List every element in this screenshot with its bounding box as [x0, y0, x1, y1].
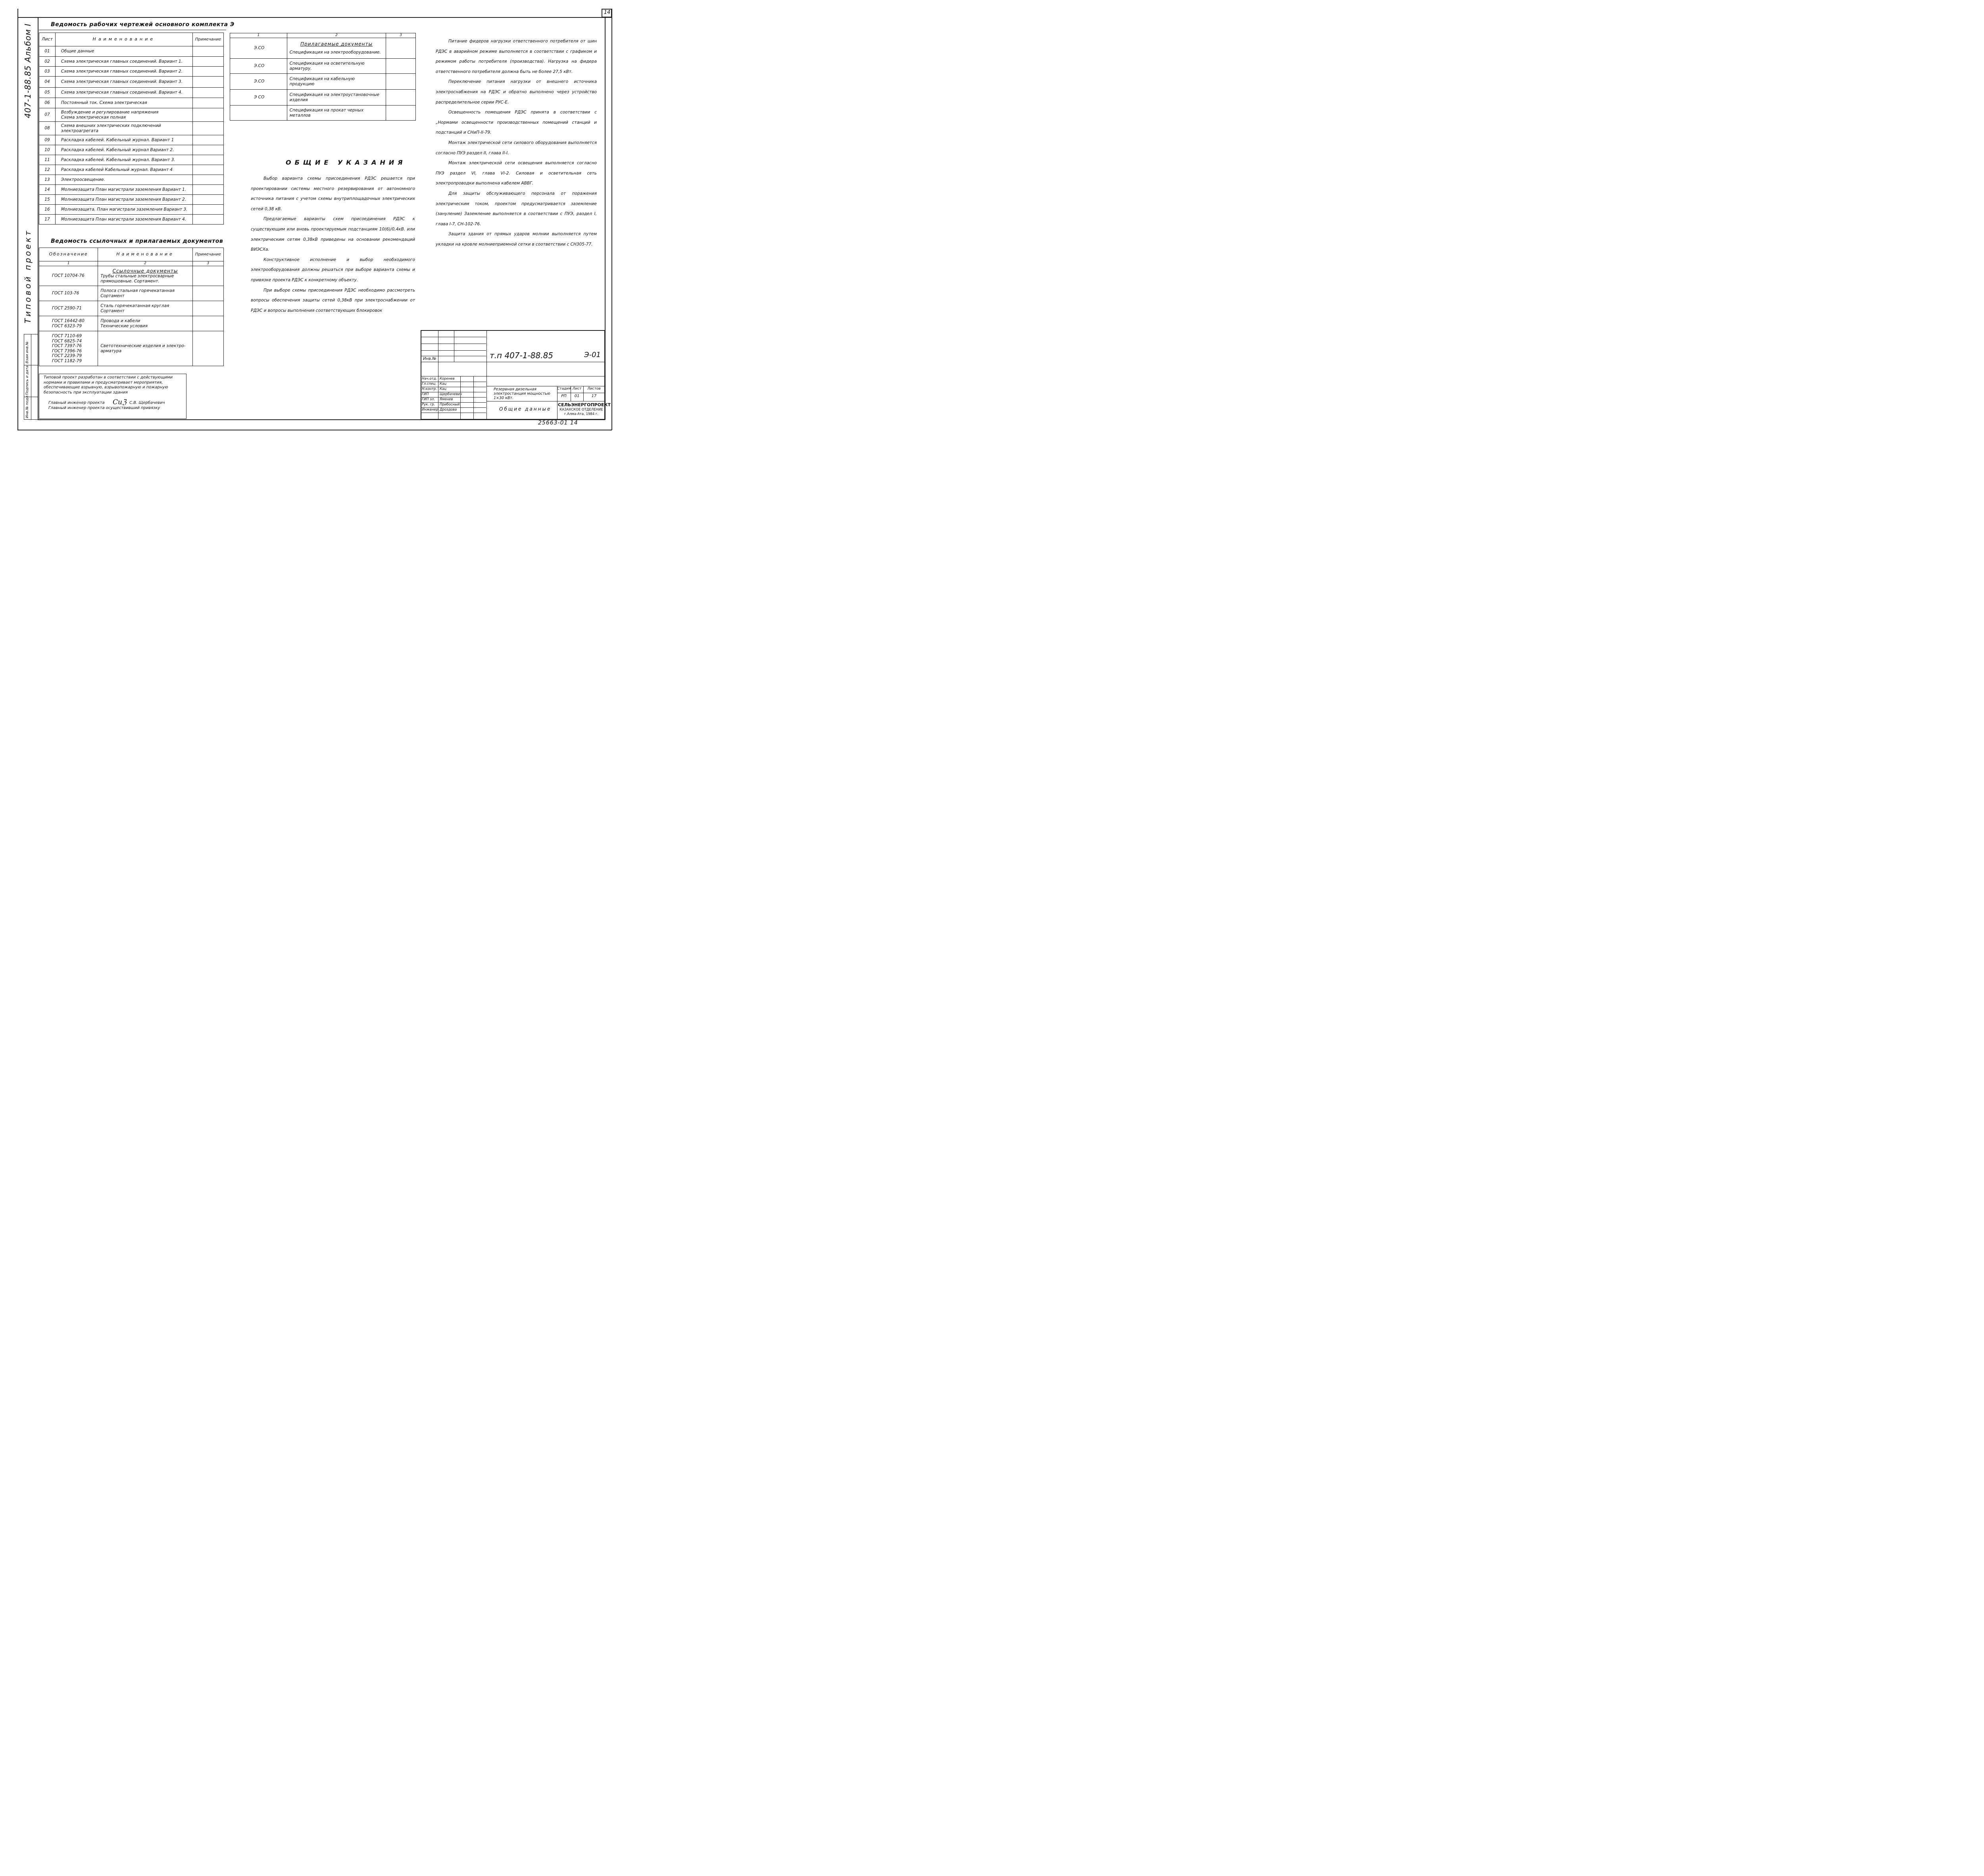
col-header: Обозначение — [39, 248, 98, 261]
section-heading: Прилагаемые документы — [300, 41, 373, 47]
role-label: Рук. гр. — [422, 403, 435, 407]
frame-left-line — [17, 9, 18, 430]
sheet-name: Схема внешних электрических подключений электроагрегата — [55, 122, 192, 135]
doc-code: ГОСТ 10704-76 — [39, 266, 98, 286]
sheet-name: Общие данные — [55, 46, 192, 57]
org-city-year: г.Алма-Ата, 1984 г. — [564, 412, 598, 416]
doc-note — [192, 301, 223, 316]
sheet-name: Возбуждение и регулирование напряжения Схема электрическая полная — [55, 108, 192, 122]
sheet-name: Молниезащита План магистрали заземления Вариант 1. — [55, 185, 192, 195]
role-name: Щербачевич — [440, 392, 462, 396]
doc-note — [192, 266, 223, 286]
sheet-name: Схема электрическая главных соединений. Вариант 3. — [55, 77, 192, 88]
table-row — [39, 57, 224, 67]
ref-docs-title: Ведомость ссылочных и прилагаемых документов — [51, 238, 223, 244]
sheet-number: 06 — [39, 98, 56, 108]
doc-code: ГОСТ 16442-80 ГОСТ 6323-79 — [39, 316, 98, 331]
grid-line — [421, 407, 486, 408]
table-row — [39, 145, 224, 155]
col-header: Примечание — [192, 33, 223, 46]
table-row — [39, 155, 224, 165]
stamp-cell-label: Подпись и дата — [25, 365, 29, 395]
doc-note — [386, 90, 416, 106]
sheet-number: 17 — [39, 215, 56, 225]
role-label: Инженер — [422, 408, 438, 412]
col-number: 3 — [192, 261, 223, 266]
table-row — [39, 122, 224, 135]
table-row — [39, 331, 224, 366]
sheet-number: 11 — [39, 155, 56, 165]
sheet-name: Раскладка кабелей Кабельный журнал. Вариант 4 — [55, 165, 192, 175]
note-paragraph: Монтаж электрической сети освещения выполняется согласно ПУЭ раздел VI, глава VI-2. Силовая и осветительная сеть электропроводки выполнена кабелем АВВГ. — [436, 161, 597, 186]
sheet-number: 07 — [39, 108, 56, 122]
col-header: Примечание — [192, 248, 223, 261]
table-row — [39, 175, 224, 185]
project-code: т.п 407-1-88.85 — [490, 351, 554, 360]
chief-engineer-name: С.В. Щербачевич — [129, 401, 165, 405]
col-number: 2 — [287, 33, 386, 38]
sheet-note — [192, 98, 223, 108]
doc-code: ГОСТ 7110-69 ГОСТ 6825-74 ГОСТ 7397-76 ГОСТ 7396-76 ГОСТ 2239-79 ГОСТ 1182-79 — [39, 331, 98, 366]
doc-code: Э.СО — [230, 59, 287, 74]
sheet-note — [192, 135, 223, 145]
doc-name-cell — [98, 316, 192, 331]
table-row — [39, 286, 224, 301]
sheet-name: Схема электрическая главных соединений. Вариант 4. — [55, 88, 192, 98]
table-row — [230, 59, 416, 74]
project-label: Типовой проект — [23, 229, 33, 323]
frame-right-line — [611, 9, 612, 430]
note-paragraph: Переключение питания нагрузки от внешнего источника электроснабжения на РДЭС и обратно выполнено через устройство распределительное серии РУС-Е. — [436, 79, 597, 105]
role-name: Яменев — [440, 397, 453, 401]
role-label: ГИП эл. — [422, 397, 435, 401]
sheet-number: 16 — [39, 205, 56, 215]
album-label: 407-1-88.85 Альбом I — [23, 23, 33, 118]
sheet-list-table — [39, 33, 224, 225]
general-notes-title: ОБЩИЕ УКАЗАНИЯ — [286, 159, 406, 166]
doc-name: Спецификация на электрооборудование. — [289, 50, 381, 55]
sheet-note — [192, 122, 223, 135]
sheet-title: Общие данные — [499, 406, 552, 412]
sheet-note — [192, 46, 223, 57]
doc-name: Светотехнические изделия и электро- арматура — [100, 344, 186, 353]
note-paragraph: Монтаж электрической сети силового оборудования выполняется согласно ПУЭ раздел II, глава II-I. — [436, 140, 597, 156]
col-number: 1 — [230, 33, 287, 38]
doc-code: Э СО — [230, 90, 287, 106]
table-row — [39, 88, 224, 98]
table-row — [39, 98, 224, 108]
doc-name-cell — [98, 286, 192, 301]
note-paragraph: Выбор варианта схемы присоединения РДЭС решается при проектировании системы местного резервирования от автономного источника питания с учетом схемы внутриплощадочных электрических сетей 0,38 кВ. — [251, 176, 415, 211]
sheet-name: Схема электрическая главных соединений. Вариант 1. — [55, 57, 192, 67]
role-label: Гл.спец. — [422, 382, 436, 386]
doc-note — [386, 106, 416, 121]
doc-name: Спецификация на электроустановочные изделия — [289, 92, 379, 102]
chief-engineer-label: Главный инженер проекта — [48, 401, 105, 405]
inv-label: Инв.№ — [423, 357, 436, 361]
grid-line — [460, 376, 461, 420]
sheet-note — [192, 77, 223, 88]
sheet-name: Раскладка кабелей. Кабельный журнал. Вариант 3. — [55, 155, 192, 165]
doc-code: Э.СО — [230, 74, 287, 90]
sheet-note — [192, 175, 223, 185]
doc-code — [230, 106, 287, 121]
table-row — [39, 77, 224, 88]
note-paragraph: Питание фидеров нагрузки ответственного потребителя от шин РДЭС в аварийном режиме выполняется в соответствии с графиком и режимом работы потребителя (производства). Нагрузка на фидера ответственного потребителя должна быть не более 27,5 кВт. — [436, 39, 597, 74]
sheet-note — [192, 155, 223, 165]
doc-note — [386, 74, 416, 90]
doc-name-cell — [98, 301, 192, 316]
sheet-number: 09 — [39, 135, 56, 145]
grid-line — [421, 350, 486, 351]
binding-engineer-label: Главный инженер проекта осуществивший привязку — [48, 406, 160, 410]
doc-name: Спецификация на прокат черных металлов — [289, 108, 364, 118]
doc-name-cell — [98, 331, 192, 366]
note-paragraph: Конструктивное исполнение и выбор необходимого электрооборудования должны решаться при выборе варианта схемы и привязке проекта РДЭС к конкретному объекту. — [251, 257, 415, 282]
org-name: СЕЛЬЭНЕРГОПРОЕКТ — [558, 402, 611, 407]
note-paragraph: Освещенность помещения РДЭС принята в соответствии с „Нормами освещенности производственных помещений станций и подстанций и СНиП-II-79. — [436, 110, 597, 135]
table-row — [39, 266, 224, 286]
stamp-cell-label: Взам инв.№ — [25, 341, 29, 363]
stage-value: РП — [561, 394, 567, 398]
note-paragraph: Защита здания от прямых ударов молнии выполняется путем укладки на кровле молниеприемной сетки в соответствии с СН305-77. — [436, 232, 597, 247]
sheet-number: 15 — [39, 195, 56, 205]
sheet-number: 12 — [39, 165, 56, 175]
archive-number: 25663-01 14 — [538, 420, 578, 426]
table-row — [39, 108, 224, 122]
doc-name-cell — [287, 106, 386, 121]
col-number: 1 — [39, 261, 98, 266]
attached-docs-table — [230, 33, 416, 121]
col-number: 3 — [386, 33, 416, 38]
drawing-sheet — [0, 0, 622, 442]
table-row — [39, 67, 224, 77]
sheet-name: Схема электрическая главных соединений. Вариант 2. — [55, 67, 192, 77]
doc-note — [192, 331, 223, 366]
role-name: Кац — [440, 382, 447, 386]
doc-code: ГОСТ 103-76 — [39, 286, 98, 301]
right-notes — [436, 36, 597, 250]
org-branch: КАЗАХСКОЕ ОТДЕЛЕНИЕ — [559, 408, 603, 412]
sheet-name: Молниезащита. План магистрали заземления Вариант 3. — [55, 205, 192, 215]
doc-note — [192, 286, 223, 301]
chief-engineer-signature: Сиℨ — [113, 398, 127, 406]
sheet-name: Молниезащита План магистрали заземления Вариант 2. — [55, 195, 192, 205]
role-label: Н.контр. — [422, 387, 437, 391]
role-label: Нач.отд. — [422, 377, 437, 381]
ref-docs-table — [39, 248, 224, 366]
table-row — [39, 46, 224, 57]
stage-header: Стадия — [557, 387, 571, 391]
grid-line — [557, 386, 558, 420]
table-row — [39, 195, 224, 205]
table-row — [230, 38, 416, 59]
role-label: ГИП — [422, 392, 429, 396]
role-name: Коренев — [440, 377, 455, 381]
sheet-note — [192, 67, 223, 77]
doc-note — [386, 38, 416, 59]
sheet-note — [192, 195, 223, 205]
table-row — [39, 215, 224, 225]
page-number: 14 — [604, 10, 611, 15]
doc-note — [192, 316, 223, 331]
sheet-number: 13 — [39, 175, 56, 185]
note-paragraph: При выборе схемы присоединения РДЭС необходимо рассмотреть вопросы обеспечения защиты сетей 0,38кВ при электроснабжении от РДЭС и вопросы выполнения соответствующих блокировок — [251, 288, 415, 313]
doc-name-cell — [98, 266, 192, 286]
table-row — [39, 301, 224, 316]
table-row — [39, 135, 224, 145]
sheet-number: 05 — [39, 88, 56, 98]
grid-line — [473, 376, 474, 420]
sheet-note — [192, 185, 223, 195]
sheet-list-title: Ведомость рабочих чертежей основного комплекта Э — [51, 21, 235, 28]
sheet-number: 01 — [39, 46, 56, 57]
sheet-name: Раскладка кабелей. Кабельный журнал Вариант 2. — [55, 145, 192, 155]
table-row — [230, 90, 416, 106]
section-heading: Ссылочные документы — [112, 268, 178, 274]
doc-name-cell — [287, 74, 386, 90]
sheet-number: 10 — [39, 145, 56, 155]
table-row — [39, 205, 224, 215]
sheet-number: 03 — [39, 67, 56, 77]
table-row — [39, 165, 224, 175]
sheet-note — [192, 165, 223, 175]
sheet-code: Э-01 — [584, 351, 601, 359]
role-name: Прибосный — [440, 403, 460, 407]
grid-line — [583, 386, 584, 401]
object-name: Резервная дизельная электростанция мощностью 1×30 кВт. — [494, 387, 550, 400]
sheet-name: Постоянный ток. Схема электрическая — [55, 98, 192, 108]
note-paragraph: Для защиты обслуживающего персонала от поражения электрическим током, проектом предусматривается заземление (зануление) Заземление выполняется в соответствии с ПУЭ, раздел I, глава I-7, СН-102-76. — [436, 191, 597, 227]
disclaimer-text: Типовой проект разработан в соответствии с действующими нормами и правилами и предусматривает мероприятия, обеспечивающие взрывную, взрывопожарную и пожарную безопасность при эксплуатации здания — [44, 375, 173, 395]
col-header: Наименование — [55, 33, 192, 46]
sheet-note — [192, 108, 223, 122]
doc-name: Трубы стальные электросварные прямошовные. Сортамент. — [100, 274, 174, 284]
table-row — [230, 106, 416, 121]
doc-note — [386, 59, 416, 74]
grid-line — [421, 402, 486, 403]
sheet-name: Раскладка кабелей. Кабельный журнал. Вариант 1 — [55, 135, 192, 145]
doc-name-cell — [287, 90, 386, 106]
doc-name: Сталь горячекатанная круглая Сортамент — [100, 303, 169, 313]
sheet-name: Молниезащита План магистрали заземления Вариант 4. — [55, 215, 192, 225]
doc-name-cell — [287, 59, 386, 74]
doc-name-cell — [287, 38, 386, 59]
table-row — [39, 316, 224, 331]
sheet-number: 04 — [39, 77, 56, 88]
stage-header: Лист — [572, 387, 582, 391]
sheet-note — [192, 205, 223, 215]
doc-name: Полоса стальная горячекатанная Сортамент — [100, 288, 175, 298]
sheet-number: 14 — [39, 185, 56, 195]
sheets-total-value: 17 — [591, 394, 597, 398]
sheet-note — [192, 88, 223, 98]
col-header: Лист — [39, 33, 56, 46]
doc-code: ГОСТ 2590-71 — [39, 301, 98, 316]
general-notes — [251, 174, 415, 316]
grid-line — [486, 330, 487, 420]
sheet-note — [192, 57, 223, 67]
table-row — [39, 185, 224, 195]
sheet-number: 02 — [39, 57, 56, 67]
stamp-cell-label: Инв.№ подл — [25, 396, 29, 418]
sheet-note — [192, 215, 223, 225]
note-paragraph: Предлагаемые варианты схем присоединения РДЭС к существующим или вновь проектируемым подстанциям 10(6)/0,4кВ. или электрическим сетям 0,38кВ приведены на основании рекомендаций ВИЭСХа. — [251, 217, 415, 252]
sheet-name: Электроосвещение. — [55, 175, 192, 185]
sheet-value: 01 — [574, 394, 580, 398]
doc-name: Спецификация на кабельную продукцию — [289, 77, 355, 86]
sheet-note — [192, 145, 223, 155]
role-name: Дроздова — [440, 408, 457, 412]
doc-name: Спецификация на осветительную арматуру. — [289, 61, 365, 71]
frame-top-line — [17, 17, 612, 18]
sheet-number: 08 — [39, 122, 56, 135]
role-name: Кац — [440, 387, 447, 391]
doc-code: Э.СО — [230, 38, 287, 59]
col-number: 2 — [98, 261, 192, 266]
doc-name: Провода и кабели Технические условия — [100, 319, 148, 328]
table-row — [230, 74, 416, 90]
col-header: Наименование — [98, 248, 192, 261]
stage-header: Листов — [587, 387, 601, 391]
